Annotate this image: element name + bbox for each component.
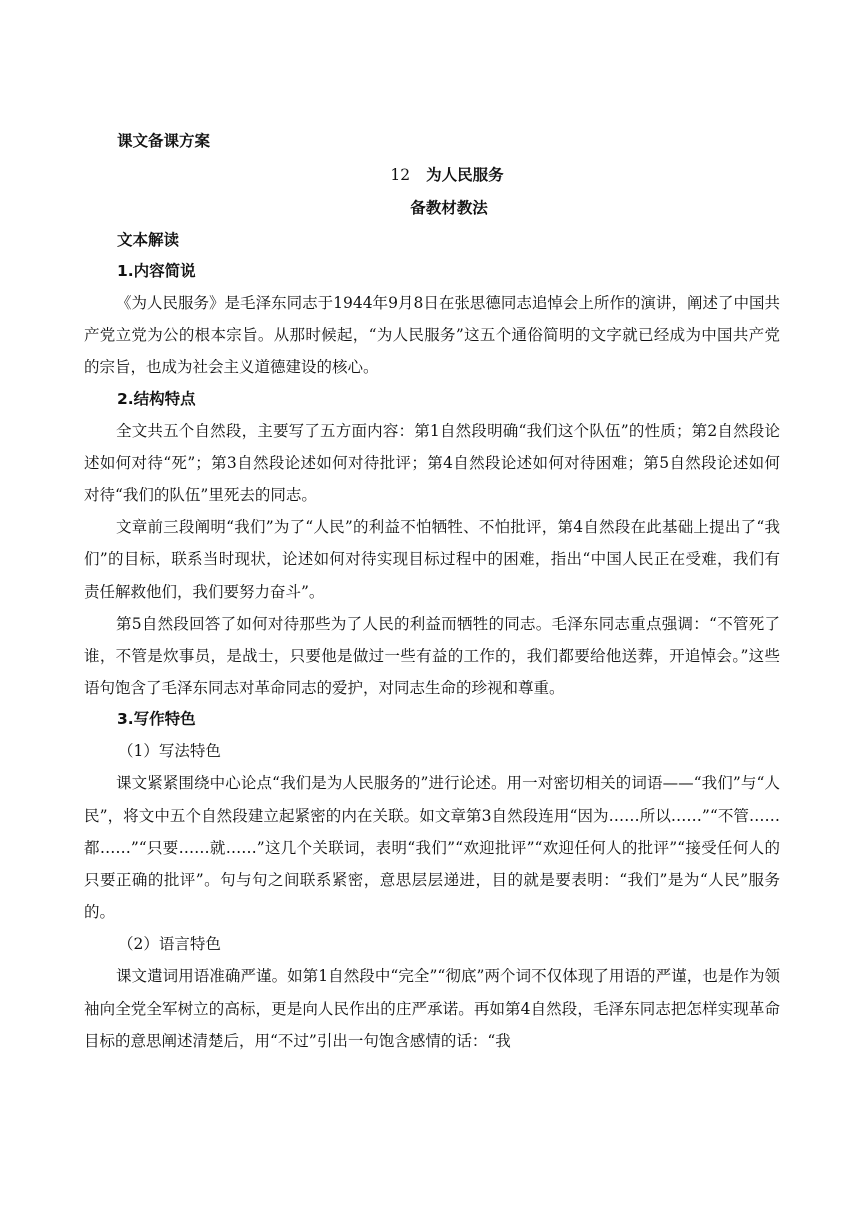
doc-header: 课文备课方案 (117, 132, 211, 150)
paragraph-technique: 课文紧紧围绕中心论点“我们是为人民服务的”进行论述。用一对密切相关的词语——“我们”与“人民”，将文中五个自然段建立起紧密的内在关联。如文章第3自然段连用“因为……所以……”“不管……都……”“只要……就……”这几个关联词，表明“我们”“欢迎批评”“欢迎任何人的批评”“接受任何人的只要正确的批评”。句与句之间联系紧密，意思层层递进，目的就是要表明：“我们”是为“人民”服务的。 (84, 774, 780, 922)
lesson-title-inner (360, 166, 503, 184)
paragraph-structure-2: 文章前三段阐明“我们”为了“人民”的利益不怕牺牲、不怕批评，第4自然段在此基础上提出了“我们”的目标，联系当时现状，论述如何对待实现目标过程中的困难，指出“中国人民正在受难，我们有责任解救他们，我们要努力奋斗”。 (84, 518, 780, 601)
paragraph-structure-1: 全文共五个自然段，主要写了五方面内容：第1自然段明确“我们这个队伍”的性质；第2自然段论述如何对待“死”；第3自然段论述如何对待批评；第4自然段论述如何对待困难；第5自然段论述如何对待“我们的队伍”里死去的同志。 (84, 421, 780, 505)
paragraph-structure-3: 第5自然段回答了如何对待那些为了人民的利益而牺牲的同志。毛泽东同志重点强调：“不管死了谁，不管是炊事员，是战士，只要他是做过一些有益的工作的，我们都要给他送葬，开追悼会。”这些语句饱含了毛泽东同志对革命同志的爱护，对同志生命的珍视和尊重。 (84, 614, 780, 698)
subheading-technique: （1）写法特色 (118, 742, 221, 761)
subheading-language: （2）语言特色 (118, 935, 221, 954)
lesson-number: 12 (390, 166, 411, 184)
paragraph-language: 课文遣词用语准确严谨。如第1自然段中“完全”“彻底”两个词不仅体现了用语的严谨，也是作为领袖向全党全军树立的高标，更是向人民作出的庄严承诺。再如第4自然段，毛泽东同志把怎样实现革命目标的意思阐述清楚后，用“不过”引出一句饱含感情的话：“我 (84, 967, 780, 1050)
heading-content-summary: 1.内容简说 (117, 262, 196, 280)
heading-structure: 2.结构特点 (117, 389, 196, 408)
section-heading: 文本解读 (117, 231, 180, 249)
lesson-subtitle: 备教材教法 (410, 199, 488, 217)
lesson-title (84, 159, 780, 192)
paragraph-content-summary: 《为人民服务》是毛泽东同志于1944年9月8日在张思德同志追悼会上所作的演讲，阐述了中国共产党立党为公的根本宗旨。从那时候起，“为人民服务”这五个通俗简明的文字就已经成为中国共产党的宗旨，也成为社会主义道德建设的核心。 (84, 294, 780, 377)
heading-writing-features: 3.写作特色 (117, 710, 196, 729)
lesson-title-text: 为人民服务 (426, 166, 504, 184)
